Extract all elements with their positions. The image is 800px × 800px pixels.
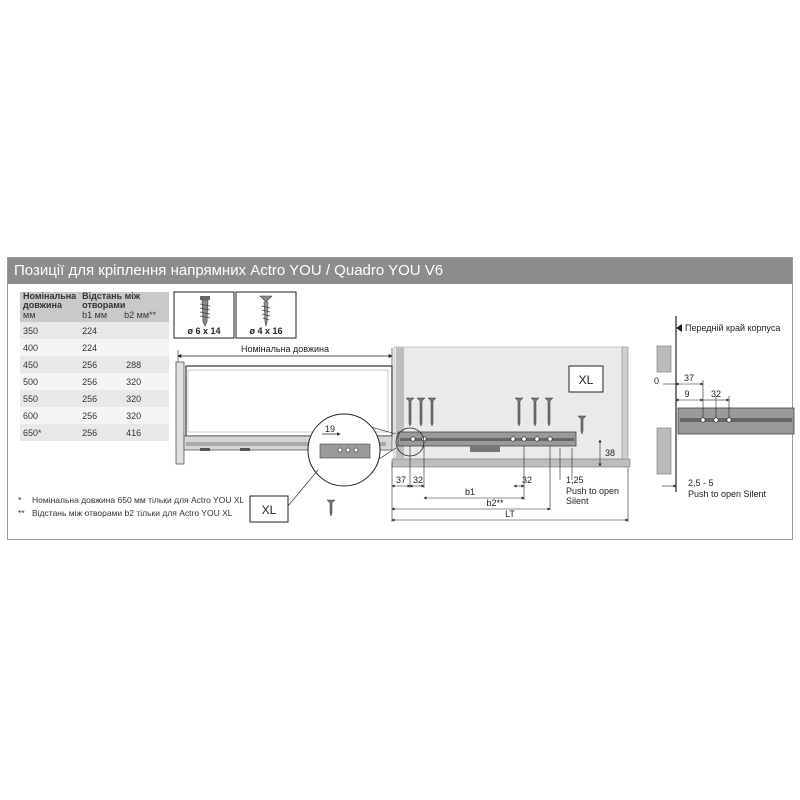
dim-b2: b2** [486, 498, 504, 508]
cell-b1: 256 [79, 390, 123, 407]
side-view [654, 316, 794, 499]
footnote-1-mark: * [18, 495, 22, 505]
nominal-length-label: Номінальна довжина [240, 344, 330, 354]
cell-b2: 416 [123, 424, 169, 441]
header-hole-spacing-text: Відстань між отворами [82, 291, 141, 310]
side-dim-2-5-5: 2,5 - 5 [688, 478, 714, 488]
cell-nominal-length: 600 [20, 407, 79, 424]
side-dim-9: 9 [684, 389, 690, 399]
cell-b2: 320 [123, 407, 169, 424]
footnote-1-text: Номінальна довжина 650 мм тільки для Actro YOU XL [32, 495, 245, 505]
side-dim-37: 37 [683, 373, 695, 383]
silent-label: Silent [566, 496, 589, 506]
xl-label-rear: XL [578, 373, 594, 387]
cell-b2: 320 [123, 373, 169, 390]
dim-b1: b1 [464, 487, 476, 497]
cell-nominal-length: 350 [20, 322, 79, 339]
dim-38: 38 [605, 448, 616, 458]
push-to-open-label: Push to open [566, 486, 620, 496]
footnote-2-mark: ** [18, 508, 25, 518]
cell-nominal-length: 450 [20, 356, 79, 373]
cabinet-side-panel [392, 347, 630, 467]
dim-lt: LT [505, 509, 515, 519]
side-dim-0: 0 [654, 376, 660, 386]
header-nominal-unit: мм [23, 310, 36, 320]
xl-label-front: XL [261, 503, 277, 517]
cell-b2: 288 [123, 356, 169, 373]
dim-1-25: 1,25 [566, 475, 584, 485]
screw-group-front [406, 398, 436, 426]
header-b2: b2 мм** [124, 310, 157, 320]
side-push-to-open-label: Push to open Silent [688, 489, 767, 499]
cell-nominal-length: 400 [20, 339, 79, 356]
xl-callout-rear [569, 366, 603, 392]
cell-nominal-length: 650* [20, 424, 79, 441]
cell-b1: 256 [79, 424, 123, 441]
cell-b2: 320 [123, 390, 169, 407]
screw-box-1 [174, 292, 234, 338]
screw-2-label: ø 4 x 16 [249, 326, 283, 336]
dim-32-rear: 32 [521, 475, 533, 485]
dim-37: 37 [395, 475, 407, 485]
cell-b1: 224 [79, 322, 123, 339]
cell-nominal-length: 550 [20, 390, 79, 407]
cell-b1: 256 [79, 407, 123, 424]
page-title: Позиції для кріплення напрямних Actro YOU / Quadro YOU V6 [8, 258, 792, 284]
side-dim-32: 32 [710, 389, 722, 399]
screw-box-2 [236, 292, 296, 338]
cell-nominal-length: 500 [20, 373, 79, 390]
cell-b1: 224 [79, 339, 123, 356]
header-nominal-length-text: Номінальна довжина [23, 291, 77, 310]
xl-callout-front [250, 496, 288, 522]
cell-b1: 256 [79, 356, 123, 373]
footnote-2-text: Відстань між отворами b2 тільки для Actro YOU XL [32, 508, 233, 518]
front-edge-label: Передній край корпуса [685, 323, 781, 333]
dim-32-front: 32 [412, 475, 424, 485]
header-b1: b1 мм [82, 310, 108, 320]
dim-19: 19 [324, 424, 336, 434]
screw-1-label: ø 6 x 14 [187, 326, 221, 336]
cell-b1: 256 [79, 373, 123, 390]
